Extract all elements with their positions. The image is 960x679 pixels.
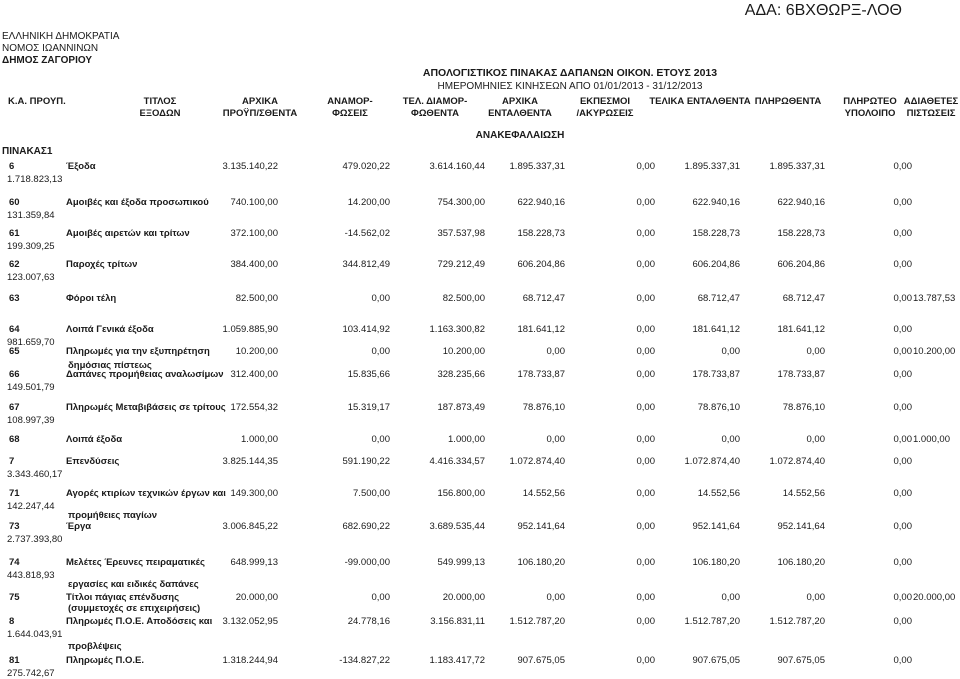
col-header-payable-balance: ΠΛΗΡΩΤΕΟ ΥΠΟΛΟΙΠΟ xyxy=(843,96,897,119)
row-code: 81 xyxy=(9,655,20,666)
row-label: Τίτλοι πάγιας επένδυσης xyxy=(66,592,180,603)
cell-value: 622.940,16 xyxy=(517,197,565,208)
row-label: Παροχές τρίτων xyxy=(66,259,138,270)
cell-value: 0,00 xyxy=(636,346,655,357)
cell-value: 0,00 xyxy=(893,488,912,499)
cell-value: 78.876,10 xyxy=(782,402,825,413)
cell-value: 0,00 xyxy=(371,592,390,603)
row-code: 6 xyxy=(9,161,15,172)
cell-value-unused: 131.359,84 xyxy=(7,210,55,221)
cell-value: 0,00 xyxy=(546,592,565,603)
cell-value: 1.512.787,20 xyxy=(509,616,565,627)
cell-value: 0,00 xyxy=(636,161,655,172)
org-line-1: ΕΛΛΗΝΙΚΗ ΔΗΜΟΚΡΑΤΙΑ xyxy=(2,31,120,42)
cell-value: 0,00 xyxy=(636,655,655,666)
cell-value: 4.416.334,57 xyxy=(429,456,485,467)
col-header-final-budget: ΤΕΛ. ΔΙΑΜΟΡ- ΦΩΘΕΝΤΑ xyxy=(402,96,468,119)
cell-value: 952.141,64 xyxy=(777,521,825,532)
col-header-paid: ΠΛΗΡΩΘΕΝΤΑ xyxy=(754,96,822,107)
cell-value: 0,00 xyxy=(636,488,655,499)
cell-value: 740.100,00 xyxy=(230,197,278,208)
org-line-3: ΔΗΜΟΣ ΖΑΓΟΡΙΟΥ xyxy=(2,55,93,66)
cell-value: 0,00 xyxy=(893,197,912,208)
cell-value: 0,00 xyxy=(893,456,912,467)
row-label: Έξοδα xyxy=(66,161,96,172)
cell-value-unused: 20.000,00 xyxy=(913,592,956,603)
row-label: Λοιπά Γενικά έξοδα xyxy=(66,324,154,335)
cell-value: 0,00 xyxy=(546,346,565,357)
row-code: 66 xyxy=(9,369,20,380)
cell-value: 0,00 xyxy=(893,592,912,603)
cell-value: 0,00 xyxy=(893,161,912,172)
cell-value: 1.059.885,90 xyxy=(222,324,278,335)
cell-value: 1.318.244,94 xyxy=(222,655,278,666)
row-code: 63 xyxy=(9,293,20,304)
cell-value: 0,00 xyxy=(636,324,655,335)
cell-value: 0,00 xyxy=(893,259,912,270)
row-label: Φόροι τέλη xyxy=(66,293,117,304)
cell-value-unused: 1.000,00 xyxy=(913,434,950,445)
cell-value: 0,00 xyxy=(893,324,912,335)
cell-value: 907.675,05 xyxy=(777,655,825,666)
row-label: Αγορές κτιρίων τεχνικών έργων και xyxy=(66,488,226,499)
cell-value: 0,00 xyxy=(546,434,565,445)
continuation-text: προμήθειες παγίων xyxy=(68,510,158,521)
cell-value: 591.190,22 xyxy=(342,456,390,467)
cell-value: 0,00 xyxy=(636,369,655,380)
cell-value: 68.712,47 xyxy=(522,293,565,304)
row-label: Μελέτες Έρευνες πειραματικές xyxy=(66,557,205,568)
cell-value: 0,00 xyxy=(893,346,912,357)
cell-value: 3.825.144,35 xyxy=(222,456,278,467)
cell-value: 952.141,64 xyxy=(517,521,565,532)
cell-value: 172.554,32 xyxy=(230,402,278,413)
cell-value: 10.200,00 xyxy=(235,346,278,357)
cell-value: 1.512.787,20 xyxy=(769,616,825,627)
cell-value: 24.778,16 xyxy=(347,616,390,627)
cell-value: 622.940,16 xyxy=(692,197,740,208)
cell-value: 1.072.874,40 xyxy=(509,456,565,467)
cell-value: 0,00 xyxy=(636,557,655,568)
cell-value: 384.400,00 xyxy=(230,259,278,270)
cell-value: 606.204,86 xyxy=(517,259,565,270)
cell-value: 106.180,20 xyxy=(777,557,825,568)
col-header-final-committed: ΤΕΛΙΚΑ ΕΝΤΑΛΘΕΝΤΑ xyxy=(649,96,751,107)
cell-value-unused: 142.247,44 xyxy=(7,501,55,512)
cell-value: 1.512.787,20 xyxy=(684,616,740,627)
cell-value: 3.689.535,44 xyxy=(429,521,485,532)
row-code: 73 xyxy=(9,521,20,532)
row-label: Λοιπά έξοδα xyxy=(66,434,123,445)
row-code: 71 xyxy=(9,488,20,499)
cell-value-unused: 3.343.460,17 xyxy=(7,469,63,480)
cell-value: 3.156.831,11 xyxy=(430,616,485,627)
cell-value: 479.020,22 xyxy=(342,161,390,172)
cell-value: 0,00 xyxy=(371,434,390,445)
cell-value: 158.228,73 xyxy=(777,228,825,239)
cell-value: 156.800,00 xyxy=(437,488,485,499)
cell-value: 952.141,64 xyxy=(692,521,740,532)
row-label: Πληρωμές Μεταβιβάσεις σε τρίτους xyxy=(66,402,226,413)
cell-value: 1.072.874,40 xyxy=(769,456,825,467)
cell-value: 178.733,87 xyxy=(692,369,740,380)
cell-value: 1.895.337,31 xyxy=(509,161,565,172)
cell-value: 0,00 xyxy=(893,655,912,666)
col-header-code: Κ.Α. ΠΡΟΥΠ. xyxy=(8,96,66,107)
cell-value-unused: 13.787,53 xyxy=(913,293,956,304)
cell-value-unused: 443.818,93 xyxy=(7,570,55,581)
cell-value: 312.400,00 xyxy=(230,369,278,380)
cell-value: 0,00 xyxy=(636,521,655,532)
cell-value: 1.072.874,40 xyxy=(684,456,740,467)
cell-value: 0,00 xyxy=(806,434,825,445)
cell-value: 606.204,86 xyxy=(777,259,825,270)
col-header-deductions: ΕΚΠΕΣΜΟΙ /ΑΚΥΡΩΣΕΙΣ xyxy=(576,96,634,119)
cell-value: 907.675,05 xyxy=(517,655,565,666)
row-code: 75 xyxy=(9,592,20,603)
cell-value-unused: 108.997,39 xyxy=(7,415,55,426)
cell-value: -14.562,02 xyxy=(344,228,390,239)
cell-value: 0,00 xyxy=(806,346,825,357)
cell-value: 20.000,00 xyxy=(235,592,278,603)
cell-value: 149.300,00 xyxy=(230,488,278,499)
cell-value: 181.641,12 xyxy=(692,324,740,335)
cell-value: 1.163.300,82 xyxy=(429,324,485,335)
cell-value: 682.690,22 xyxy=(342,521,390,532)
cell-value: 0,00 xyxy=(893,434,912,445)
cell-value: 178.733,87 xyxy=(517,369,565,380)
cell-value: 0,00 xyxy=(636,259,655,270)
section-title: ΑΝΑΚΕΦΑΛΑΙΩΣΗ xyxy=(475,130,565,141)
cell-value-unused: 10.200,00 xyxy=(913,346,956,357)
row-label: Έργα xyxy=(66,521,92,532)
row-code: 8 xyxy=(9,616,15,627)
cell-value: 0,00 xyxy=(636,293,655,304)
row-code: 60 xyxy=(9,197,20,208)
cell-value: 0,00 xyxy=(893,557,912,568)
cell-value: 754.300,00 xyxy=(437,197,485,208)
cell-value: 0,00 xyxy=(893,369,912,380)
cell-value: 0,00 xyxy=(721,434,740,445)
cell-value: 158.228,73 xyxy=(517,228,565,239)
cell-value: 1.895.337,31 xyxy=(684,161,740,172)
cell-value: 14.552,56 xyxy=(522,488,565,499)
row-code: 68 xyxy=(9,434,20,445)
continuation-text: προβλέψεις xyxy=(68,641,122,652)
row-label: Δαπάνες προμήθειας αναλωσίμων xyxy=(66,369,224,380)
cell-value: 15.835,66 xyxy=(347,369,390,380)
cell-value: 606.204,86 xyxy=(692,259,740,270)
cell-value-unused: 149.501,79 xyxy=(7,382,55,393)
row-code: 65 xyxy=(9,346,20,357)
cell-value: 68.712,47 xyxy=(782,293,825,304)
row-code: 62 xyxy=(9,259,20,270)
cell-value: 0,00 xyxy=(893,228,912,239)
cell-value-unused: 123.007,63 xyxy=(7,272,55,283)
row-code: 61 xyxy=(9,228,20,239)
cell-value-unused: 199.309,25 xyxy=(7,241,55,252)
cell-value: 0,00 xyxy=(721,592,740,603)
cell-value: 106.180,20 xyxy=(692,557,740,568)
cell-value: 0,00 xyxy=(893,616,912,627)
cell-value: 549.999,13 xyxy=(437,557,485,568)
cell-value: 14.200,00 xyxy=(347,197,390,208)
cell-value-unused: 2.737.393,80 xyxy=(7,534,63,545)
cell-value: 10.200,00 xyxy=(442,346,485,357)
cell-value: 78.876,10 xyxy=(522,402,565,413)
cell-value: 372.100,00 xyxy=(230,228,278,239)
continuation-text: δημόσιας πίστεως xyxy=(68,360,152,371)
cell-value: 0,00 xyxy=(371,293,390,304)
col-header-unused-credits: ΑΔΙΑΘΕΤΕΣ ΠΙΣΤΩΣΕΙΣ xyxy=(903,96,959,119)
cell-value: 0,00 xyxy=(371,346,390,357)
report-subtitle: ΗΜΕΡΟΜΗΝΙΕΣ ΚΙΝΗΣΕΩΝ ΑΠΟ 01/01/2013 - 31/12/2013 xyxy=(437,81,703,92)
cell-value: 328.235,66 xyxy=(437,369,485,380)
cell-value: -99.000,00 xyxy=(344,557,390,568)
col-header-title: ΤΙΤΛΟΣ ΕΞΟΔΩΝ xyxy=(139,96,181,119)
cell-value: 0,00 xyxy=(721,346,740,357)
cell-value: 82.500,00 xyxy=(235,293,278,304)
report-title: ΑΠΟΛΟΓΙΣΤΙΚΟΣ ΠΙΝΑΚΑΣ ΔΑΠΑΝΩΝ ΟΙΚΟΝ. ΕΤΟΥΣ 2013 xyxy=(422,67,718,79)
cell-value: 187.873,49 xyxy=(437,402,485,413)
row-label: Επενδύσεις xyxy=(66,456,120,467)
cell-value: 103.414,92 xyxy=(342,324,390,335)
continuation-text: εργασίες και ειδικές δαπάνες xyxy=(68,579,199,590)
cell-value: 1.183.417,72 xyxy=(429,655,485,666)
cell-value: 82.500,00 xyxy=(442,293,485,304)
cell-value-unused: 1.718.823,13 xyxy=(7,174,63,185)
cell-value: 181.641,12 xyxy=(777,324,825,335)
cell-value: 181.641,12 xyxy=(517,324,565,335)
row-code: 67 xyxy=(9,402,20,413)
cell-value: 0,00 xyxy=(893,293,912,304)
cell-value: 14.552,56 xyxy=(782,488,825,499)
cell-value: 3.135.140,22 xyxy=(222,161,278,172)
cell-value: 20.000,00 xyxy=(442,592,485,603)
cell-value: 0,00 xyxy=(636,592,655,603)
col-header-amendments: ΑΝΑΜΟΡ- ΦΩΣΕΙΣ xyxy=(327,96,373,119)
cell-value: 3.132.052,95 xyxy=(222,616,278,627)
row-code: 74 xyxy=(9,557,20,568)
cell-value-unused: 981.659,70 xyxy=(7,337,55,348)
col-header-initial-committed: ΑΡΧΙΚΑ ΕΝΤΑΛΘΕΝΤΑ xyxy=(488,96,552,119)
row-label: Πληρωμές για την εξυπηρέτηση xyxy=(66,346,210,357)
continuation-text: (συμμετοχές σε επιχειρήσεις) xyxy=(68,603,201,614)
cell-value: 0,00 xyxy=(893,402,912,413)
cell-value: 0,00 xyxy=(636,402,655,413)
cell-value: 0,00 xyxy=(636,197,655,208)
cell-value: 357.537,98 xyxy=(437,228,485,239)
table-label: ΠΙΝΑΚΑΣ1 xyxy=(2,146,53,157)
cell-value: 622.940,16 xyxy=(777,197,825,208)
row-label: Αμοιβές και έξοδα προσωπικού xyxy=(66,197,209,208)
cell-value: 14.552,56 xyxy=(697,488,740,499)
row-code: 64 xyxy=(9,324,20,335)
cell-value: 0,00 xyxy=(636,228,655,239)
cell-value: 344.812,49 xyxy=(342,259,390,270)
cell-value: -134.827,22 xyxy=(339,655,390,666)
cell-value: 0,00 xyxy=(636,434,655,445)
cell-value: 158.228,73 xyxy=(692,228,740,239)
cell-value: 68.712,47 xyxy=(697,293,740,304)
row-label: Αμοιβές αιρετών και τρίτων xyxy=(66,228,190,239)
cell-value: 0,00 xyxy=(806,592,825,603)
cell-value: 1.000,00 xyxy=(448,434,485,445)
cell-value: 3.006.845,22 xyxy=(222,521,278,532)
col-header-initial-budget: ΑΡΧΙΚΑ ΠΡΟΫΠ/ΣΘΕΝΤΑ xyxy=(222,96,298,119)
cell-value: 0,00 xyxy=(636,616,655,627)
cell-value: 1.000,00 xyxy=(241,434,278,445)
row-code: 7 xyxy=(9,456,15,467)
cell-value: 648.999,13 xyxy=(230,557,278,568)
cell-value: 15.319,17 xyxy=(347,402,390,413)
row-label: Πληρωμές Π.Ο.Ε. Αποδόσεις και xyxy=(66,616,213,627)
cell-value: 1.895.337,31 xyxy=(769,161,825,172)
cell-value: 0,00 xyxy=(636,456,655,467)
org-line-2: ΝΟΜΟΣ ΙΩΑΝΝΙΝΩΝ xyxy=(2,43,99,54)
ada-code: ΑΔΑ: 6ΒΧΘΩΡΞ-ΛΟΘ xyxy=(744,2,902,19)
cell-value: 0,00 xyxy=(893,521,912,532)
cell-value: 3.614.160,44 xyxy=(429,161,485,172)
cell-value: 106.180,20 xyxy=(517,557,565,568)
cell-value: 729.212,49 xyxy=(437,259,485,270)
cell-value-unused: 275.742,67 xyxy=(7,668,55,679)
cell-value: 7.500,00 xyxy=(353,488,390,499)
cell-value: 907.675,05 xyxy=(692,655,740,666)
cell-value: 178.733,87 xyxy=(777,369,825,380)
cell-value: 78.876,10 xyxy=(697,402,740,413)
row-label: Πληρωμές Π.Ο.Ε. xyxy=(66,655,145,666)
cell-value-unused: 1.644.043,91 xyxy=(7,629,63,640)
